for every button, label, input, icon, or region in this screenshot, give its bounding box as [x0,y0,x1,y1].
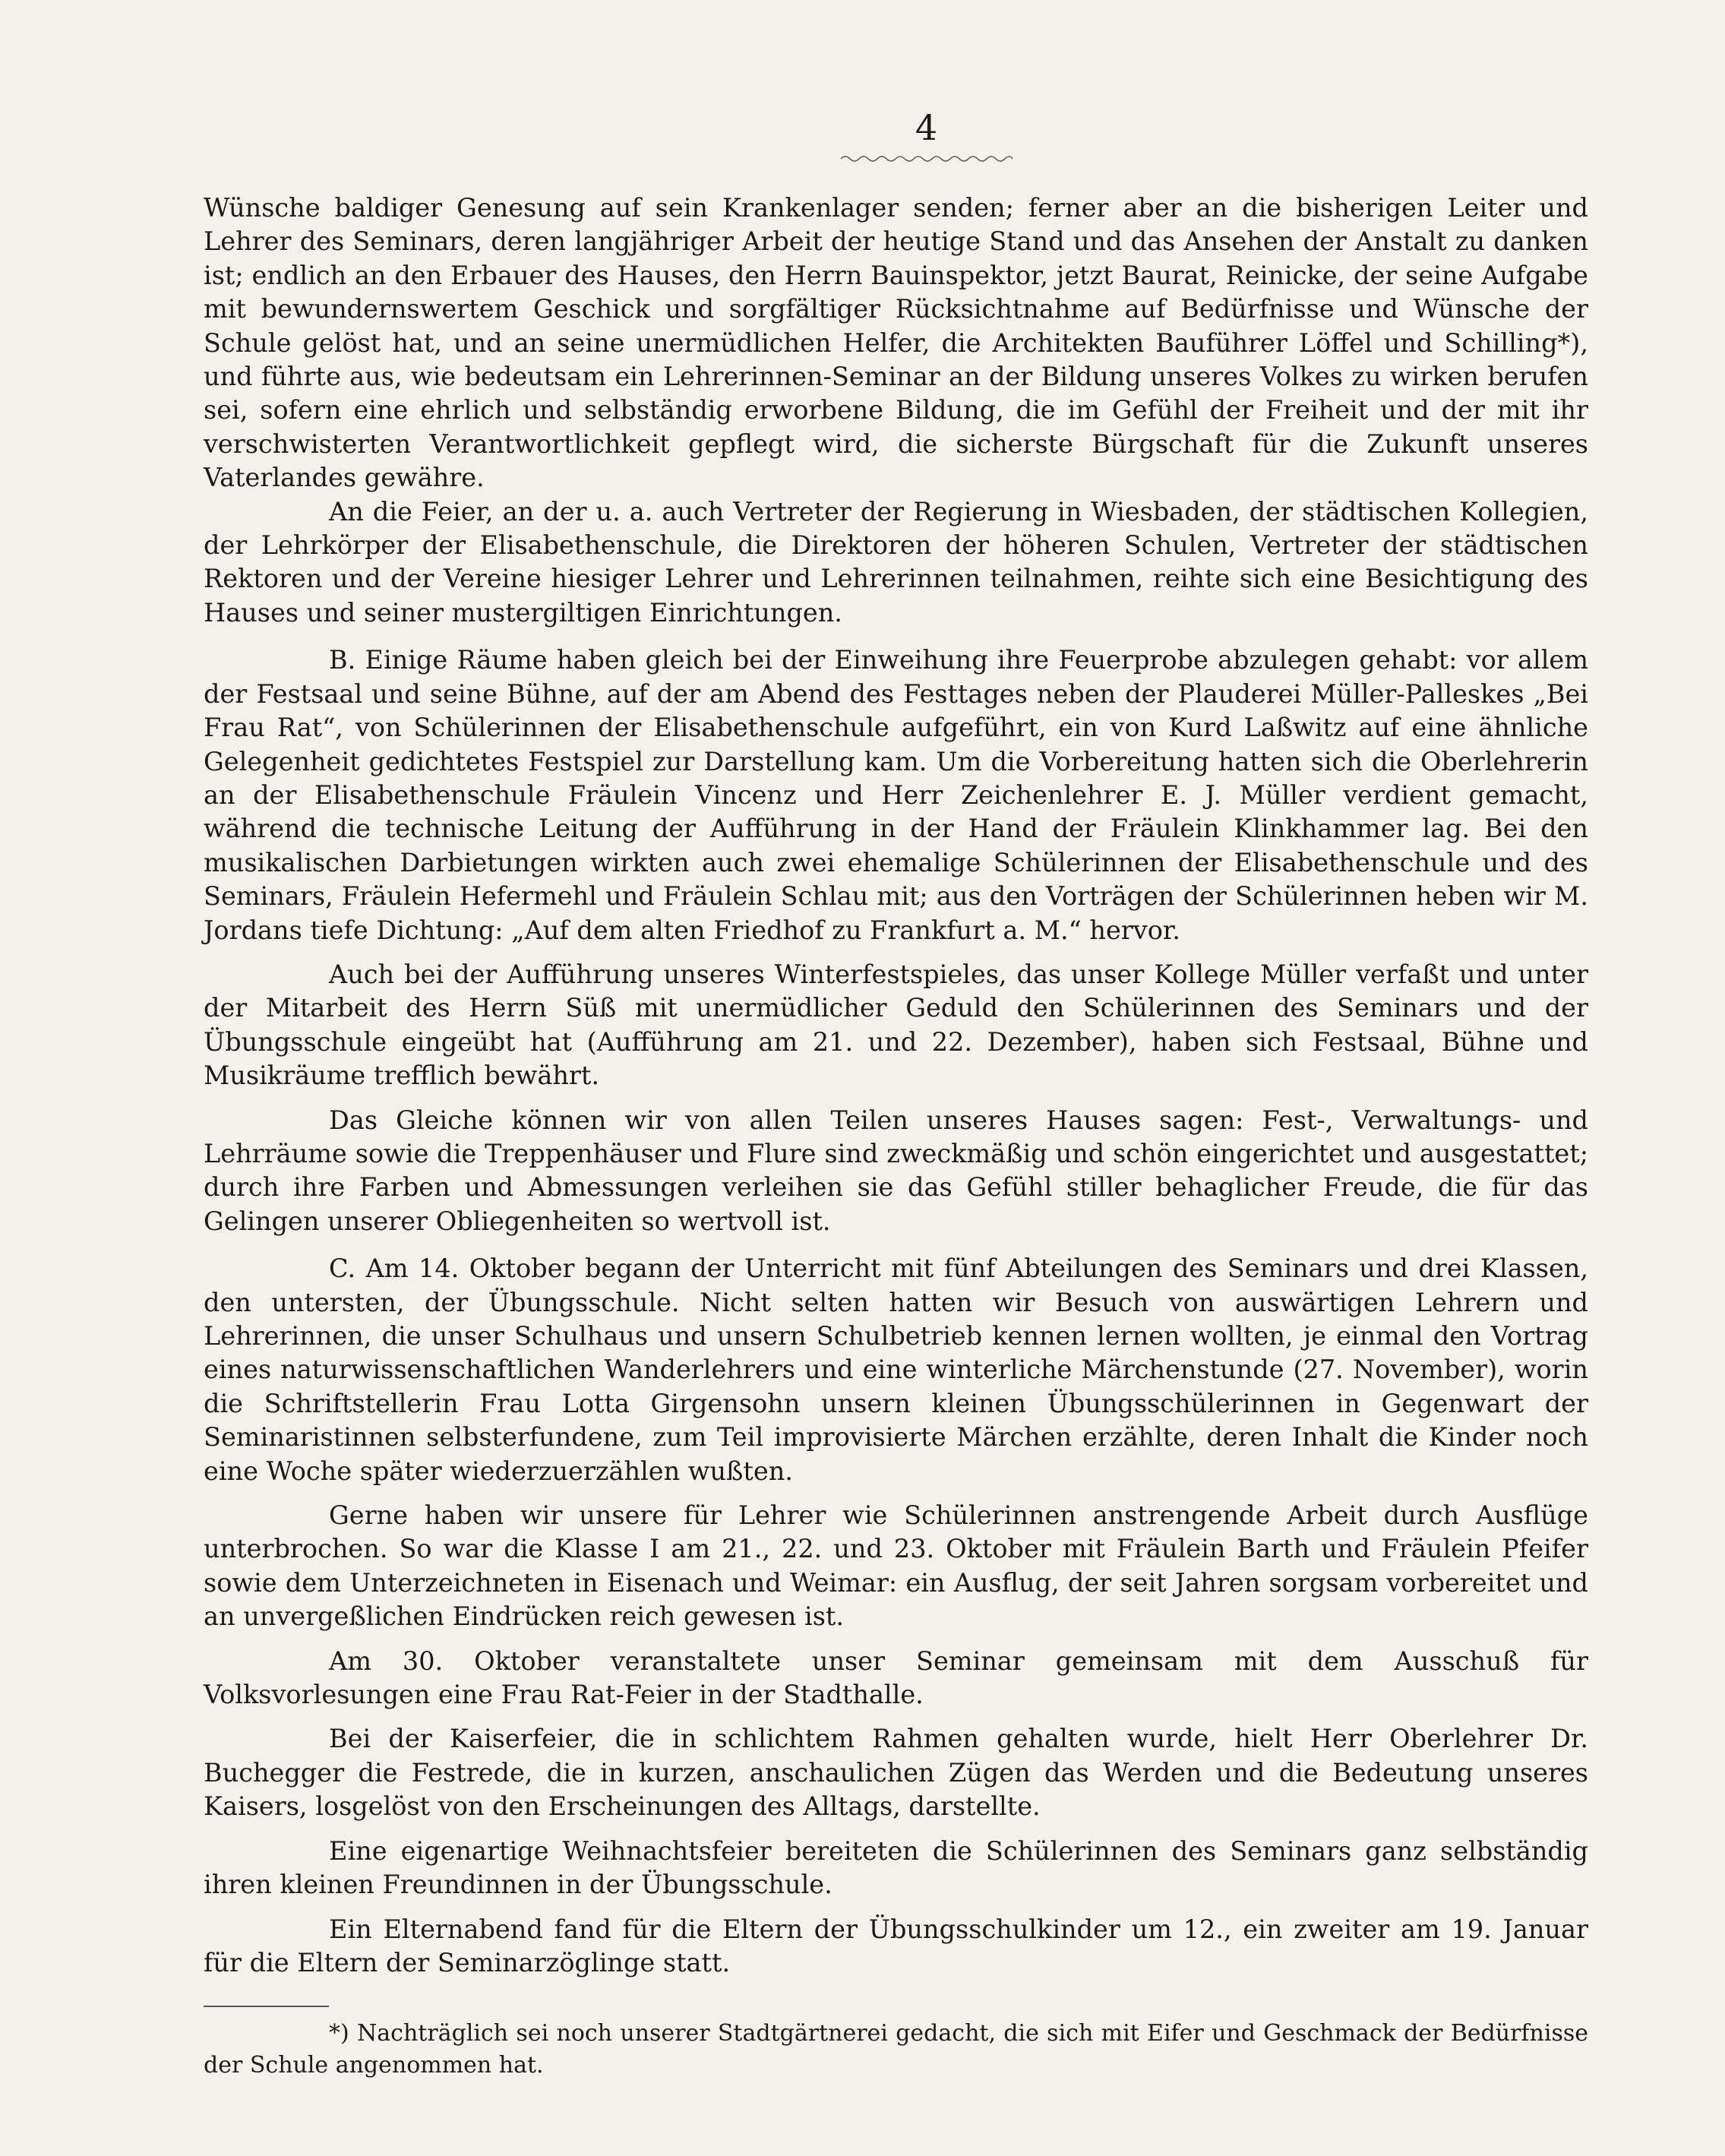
wave-ornament-icon [839,152,1014,166]
paragraph-section-b: B. Einige Räume haben gleich bei der Einweihung ihre Feuerprobe abzulegen gehabt: vor allem der Festsaal und seine Bühne, auf der am Abend des Festtages neben der Plauderei Müller-Palleskes „Bei Frau Rat“, von Schülerinnen der Elisabethenschule aufgeführt, ein von Kurd Laßwitz auf eine ähnliche Gelegenheit gedichtetes Festspiel zur Darstellung kam. Um die Vorbereitung hatten sich die Oberlehrerin an der Elisabethenschule Fräulein Vincenz und Herr Zeichenlehrer E. J. Müller verdient gemacht, während die technische Leitung der Aufführung in der Hand der Fräulein Klinkhammer lag. Bei den musikalischen Darbietungen wirkten auch zwei ehemalige Schülerinnen der Elisabethenschule und des Seminars, Fräulein Hefermehl und Fräulein Schlau mit; aus den Vorträgen der Schülerinnen heben wir M. Jordans tiefe Dichtung: „Auf dem alten Friedhof zu Frankfurt a. M.“ hervor. [204,645,1588,945]
paragraph-ausfluege: Gerne haben wir unsere für Lehrer wie Schülerinnen anstrengende Arbeit durch Ausflüge unterbrochen. So war die Klasse I am 21., 22. und 23. Oktober mit Fräulein Barth und Fräulein Pfeifer sowie dem Unterzeichneten in Eisenach und Weimar: ein Ausflug, der seit Jahren sorgsam vorbereitet und an unvergeßlichen Eindrücken reich gewesen ist. [204,1500,1588,1632]
paragraph-frau-rat-feier: Am 30. Oktober veranstaltete unser Seminar gemeinsam mit dem Ausschuß für Volksvorlesungen eine Frau Rat-Feier in der Stadthalle. [204,1645,1588,1710]
footnote-divider [204,2006,329,2007]
paragraph-feier: An die Feier, an der u. a. auch Vertreter der Regierung in Wiesbaden, der städtischen Kollegien, der Lehrkörper der Elisabethenschule, die Direktoren der höheren Schulen, Vertreter der städtischen Rektoren und der Vereine hiesiger Lehrer und Lehrerinnen teilnahmen, reihte sich eine Besichtigung des Hauses und seiner mustergiltigen Einrichtungen. [204,496,1588,628]
paragraph-continuation: Wünsche baldiger Genesung auf sein Krankenlager senden; ferner aber an die bisherigen Leiter und Lehrer des Seminars, deren langjähriger Arbeit der heutige Stand und das Ansehen der Anstalt zu danken ist; endlich an den Erbauer des Hauses, den Herrn Bauinspektor, jetzt Baurat, Reinicke, der seine Aufgabe mit bewundernswertem Geschick und sorgfältiger Rücksichtnahme auf Bedürfnisse und Wünsche der Schule gelöst hat, und an seine unermüdlichen Helfer, die Architekten Bauführer Löffel und Schilling*), und führte aus, wie bedeutsam ein Lehrerinnen-Seminar an der Bildung unseres Volkes zu wirken berufen sei, sofern eine ehrlich und selbständig erworbene Bildung, die im Gefühl der Freiheit und der mit ihr verschwisterten Verantwortlichkeit gepflegt wird, die sicherste Bürgschaft für die Zukunft unseres Vaterlandes gewähre. [204,193,1588,493]
paragraph-kaiserfeier: Bei der Kaiserfeier, die in schlichtem Rahmen gehalten wurde, hielt Herr Oberlehrer Dr. Buchegger die Festrede, die in kurzen, anschaulichen Zügen das Werden und die Bedeutung unseres Kaisers, losgelöst von den Erscheinungen des Alltags, darstellte. [204,1724,1588,1822]
paragraph-das-gleiche: Das Gleiche können wir von allen Teilen unseres Hauses sagen: Fest-, Verwaltungs- und Lehrräume sowie die Treppenhäuser und Flure sind zweckmäßig und schön eingerichtet und ausgestattet; durch ihre Farben und Abmessungen verleihen sie das Gefühl stiller behaglicher Freude, die für das Gelingen unserer Obliegenheiten so wertvoll ist. [204,1105,1588,1236]
paragraph-elternabend: Ein Elternabend fand für die Eltern der Übungsschulkinder um 12., ein zweiter am 19. Januar für die Eltern der Seminarzöglinge statt. [204,1914,1588,1977]
body-text [204,191,1588,1980]
paragraph-section-c: C. Am 14. Oktober begann der Unterricht mit fünf Abteilungen des Seminars und drei Klassen, den untersten, der Übungsschule. Nicht selten hatten wir Besuch von auswärtigen Lehrern und Lehrerinnen, die unser Schulhaus und unsern Schulbetrieb kennen lernen wollten, je einmal den Vortrag eines naturwissenschaftlichen Wanderlehrers und eine winterliche Märchenstunde (27. November), worin die Schriftstellerin Frau Lotta Girgensohn unsern kleinen Übungsschülerinnen in Gegenwart der Seminaristinnen selbsterfundene, zum Teil improvisierte Märchen erzählte, deren Inhalt die Kinder noch eine Woche später wiederzuerzählen wußten. [204,1253,1588,1486]
ornament-divider [779,152,1014,166]
footnote: *) Nachträglich sei noch unserer Stadtgärtnerei gedacht, die sich mit Eifer und Geschmack der Bedürfnisse der Schule angenommen hat. [204,2020,1588,2079]
paragraph-weihnachtsfeier: Eine eigenartige Weihnachtsfeier bereiteten die Schülerinnen des Seminars ganz selbständig ihren kleinen Freundinnen in der Übungsschule. [204,1835,1588,1900]
page-number: 4 [915,107,938,148]
paragraph-winterfestspiel: Auch bei der Aufführung unseres Winterfestspieles, das unser Kollege Müller verfaßt und unter der Mitarbeit des Herrn Süß mit unermüdlicher Geduld den Schülerinnen des Seminars und der Übungsschule eingeübt hat (Aufführung am 21. und 22. Dezember), haben sich Festsaal, Bühne und Musikräume trefflich bewährt. [204,959,1588,1091]
